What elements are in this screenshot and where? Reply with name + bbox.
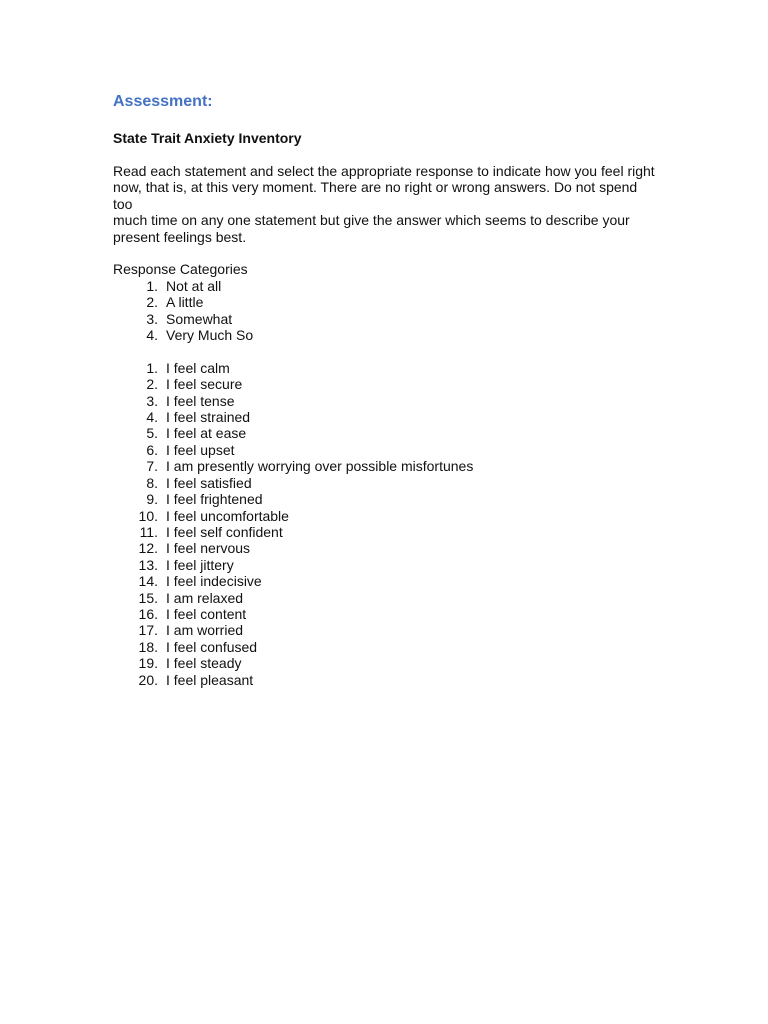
instructions-line: Read each statement and select the appropriate response to indicate how you feel right xyxy=(113,163,655,179)
statement-text-value: I am relaxed xyxy=(166,589,244,606)
statement-text-value: I feel content xyxy=(166,605,247,622)
statement-text xyxy=(158,425,246,441)
statement-text xyxy=(158,491,263,507)
statement-item xyxy=(113,557,673,573)
statement-number: 9. xyxy=(146,491,158,508)
statement-text-value: I feel upset xyxy=(166,441,235,458)
item-number: 2. xyxy=(146,294,158,311)
statement-number: 20. xyxy=(138,671,158,688)
statement-item xyxy=(113,508,673,524)
statement-text-value: I am worried xyxy=(166,622,244,639)
statements-list xyxy=(113,360,673,688)
statement-text xyxy=(158,442,235,458)
statement-number: 1. xyxy=(146,359,158,376)
item-number: 4. xyxy=(146,327,158,344)
statement-item xyxy=(113,425,673,441)
statement-item xyxy=(113,540,673,556)
item-text xyxy=(158,327,253,343)
item-text-value: Somewhat xyxy=(166,310,233,327)
statement-text-value: I feel steady xyxy=(166,655,242,672)
response-category-item xyxy=(113,311,673,327)
statement-text xyxy=(158,540,250,556)
statement-number: 8. xyxy=(146,474,158,491)
statement-item xyxy=(113,442,673,458)
response-categories-label: Response Categories xyxy=(113,261,248,278)
statement-number: 6. xyxy=(146,441,158,458)
inventory-title: State Trait Anxiety Inventory xyxy=(113,130,302,146)
statement-text-value: I am presently worrying over possible misfortunes xyxy=(166,458,474,475)
statement-text-value: I feel calm xyxy=(166,359,230,376)
statement-number: 11. xyxy=(139,523,158,540)
instructions-paragraph xyxy=(113,163,658,245)
statement-item xyxy=(113,573,673,589)
response-categories-list xyxy=(113,278,673,344)
statement-text xyxy=(158,393,235,409)
statement-number: 19. xyxy=(138,655,158,672)
statement-number: 10. xyxy=(138,507,158,524)
assessment-heading: Assessment: xyxy=(113,93,213,110)
statement-text xyxy=(158,622,243,638)
statement-item xyxy=(113,590,673,606)
statement-item xyxy=(113,622,673,638)
statement-text-value: I feel uncomfortable xyxy=(166,507,289,524)
statement-item xyxy=(113,639,673,655)
statement-text-value: I feel tense xyxy=(166,392,235,409)
statement-text-value: I feel strained xyxy=(166,409,251,426)
statement-item xyxy=(113,672,673,688)
statement-number: 12. xyxy=(138,540,158,557)
statement-item xyxy=(113,491,673,507)
item-text xyxy=(158,278,221,294)
statement-item xyxy=(113,409,673,425)
statement-number: 18. xyxy=(138,638,158,655)
statement-number: 3. xyxy=(146,392,158,409)
statement-item xyxy=(113,524,673,540)
statement-number: 13. xyxy=(138,556,158,573)
response-category-item xyxy=(113,294,673,310)
statement-text xyxy=(158,524,283,540)
statement-text-value: I feel confused xyxy=(166,638,258,655)
statement-number: 15. xyxy=(138,589,158,606)
statement-text xyxy=(158,475,252,491)
statement-number: 7. xyxy=(146,458,158,475)
document-page xyxy=(113,92,673,688)
instructions-line: now, that is, at this very moment. There are no right or wrong answers. Do not spend too xyxy=(113,179,638,212)
response-category-item xyxy=(113,327,673,343)
item-text xyxy=(158,311,232,327)
item-text xyxy=(158,294,203,310)
item-number: 1. xyxy=(146,277,158,294)
statement-text xyxy=(158,606,246,622)
statement-item xyxy=(113,393,673,409)
statement-text-value: I feel satisfied xyxy=(166,474,252,491)
statement-item xyxy=(113,475,673,491)
statement-text xyxy=(158,360,230,376)
statement-text-value: I feel pleasant xyxy=(166,671,254,688)
statement-text xyxy=(158,409,250,425)
statement-text xyxy=(158,557,234,573)
statement-number: 5. xyxy=(146,425,158,442)
statement-item xyxy=(113,360,673,376)
spacer xyxy=(113,343,673,359)
statement-number: 4. xyxy=(146,409,158,426)
statement-text-value: I feel jittery xyxy=(166,556,234,573)
statement-number: 14. xyxy=(138,573,158,590)
instructions-line: much time on any one statement but give the answer which seems to describe your xyxy=(113,212,630,229)
statement-text-value: I feel frightened xyxy=(166,491,263,508)
statement-text-value: I feel secure xyxy=(166,376,243,393)
statement-number: 17. xyxy=(138,622,158,639)
statement-text xyxy=(158,672,253,688)
response-category-item xyxy=(113,278,673,294)
item-number: 3. xyxy=(146,310,158,327)
item-text-value: Very Much So xyxy=(166,327,254,344)
statement-text xyxy=(158,590,243,606)
statement-item xyxy=(113,376,673,392)
statement-text xyxy=(158,376,242,392)
statement-item xyxy=(113,458,673,474)
item-text-value: A little xyxy=(166,294,204,311)
statement-number: 2. xyxy=(146,376,158,393)
statement-text xyxy=(158,458,473,474)
statement-text xyxy=(158,508,289,524)
statement-item xyxy=(113,655,673,671)
statement-text-value: I feel indecisive xyxy=(166,573,262,590)
statement-text xyxy=(158,639,257,655)
statement-text xyxy=(158,573,262,589)
item-text-value: Not at all xyxy=(166,277,222,294)
statement-text-value: I feel self confident xyxy=(166,523,283,540)
instructions-line: present feelings best. xyxy=(113,228,247,245)
statement-item xyxy=(113,606,673,622)
statement-text xyxy=(158,655,242,671)
statement-number: 16. xyxy=(138,605,158,622)
statement-text-value: I feel at ease xyxy=(166,425,247,442)
statement-text-value: I feel nervous xyxy=(166,540,251,557)
